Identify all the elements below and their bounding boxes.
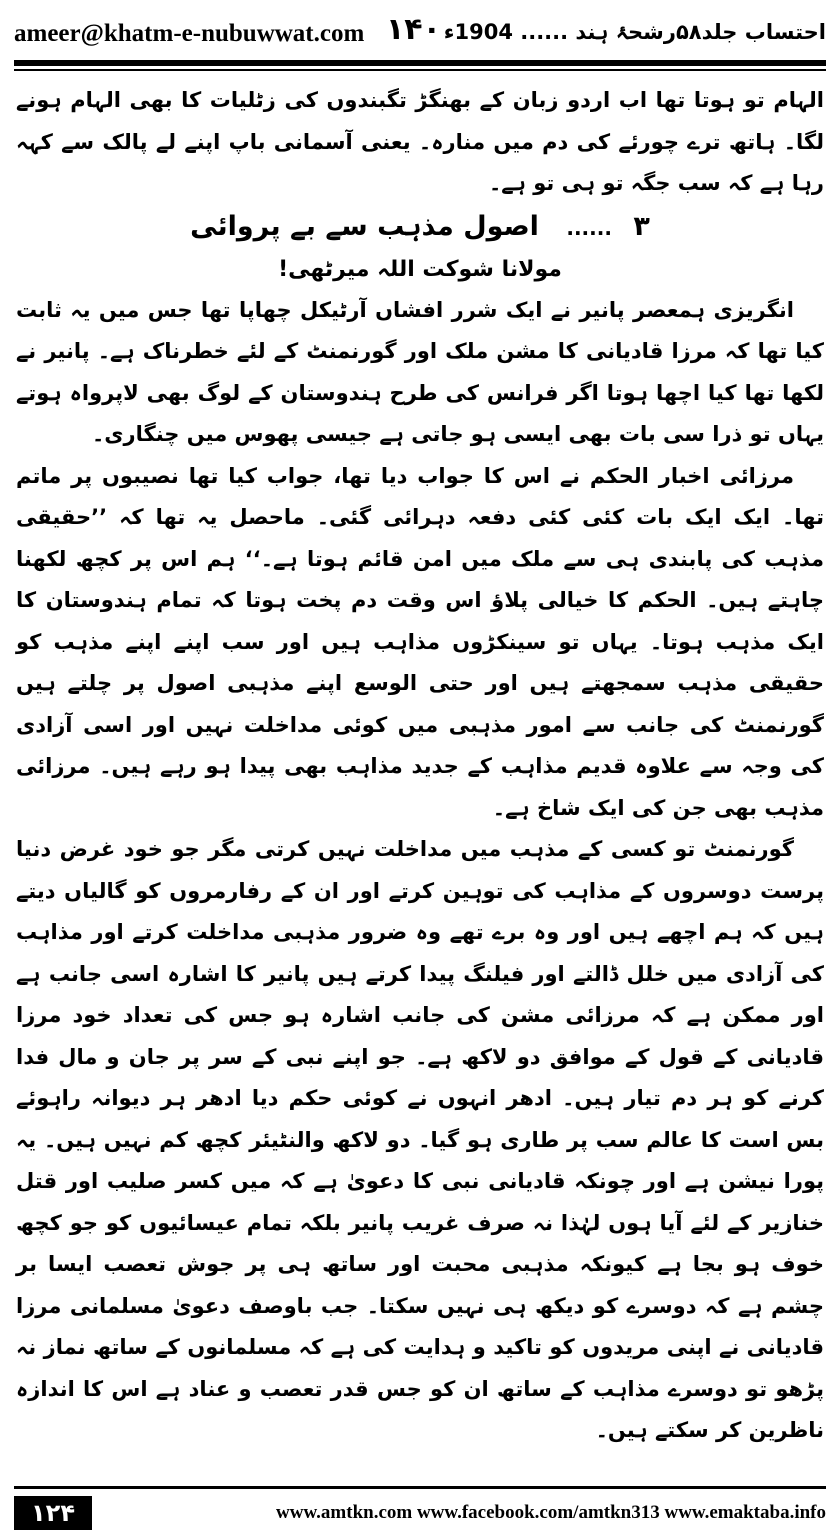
header-series-title: احتساب جلد۵۸رشحۂ ہند ...... 1904ء (443, 20, 826, 44)
paragraph-1: انگریزی ہمعصر پانیر نے ایک شرر افشاں آرٹیکل چھاپا تھا جس میں یہ ثابت کیا تھا کہ مرزا قادیانی کا مشن ملک اور گورنمنٹ کے لئے خطرناک ہے۔ پانیر نے لکھا تھا کیا اچھا ہوتا اگر فرانس کی طرح ہندوستان کے لوگ بھی لاپرواہ ہوتے یہاں تو ذرا سی بات بھی ایسی ہو جاتی ہے جیسی پھوس میں چنگاری۔ (16, 297, 824, 446)
section-number: ۳ (633, 210, 650, 242)
intro-paragraph (16, 80, 824, 205)
page-footer (14, 1492, 826, 1534)
page-body (16, 80, 824, 1452)
paragraph-3: گورنمنٹ تو کسی کے مذہب میں مداخلت نہیں کرتی مگر جو خود غرض دنیا پرست دوسروں کے مذاہب کی توہین کرتے اور ان کے رفارمروں کو گالیاں دیتے ہیں کہ ہم اچھے ہیں اور وہ برے تھے وہ ضرور مذہبی مداخلت کرتے اور مذاہب کی آزادی میں خلل ڈالتے اور فیلنگ پیدا کرتے ہیں پانیر کا اشارہ اسی جانب ہے اور ممکن ہے کہ مرزائی مشن کی جانب اشارہ ہو جس کی تعداد خود مرزا قادیانی کے قول کے موافق دو لاکھ ہے۔ جو اپنے نبی کے سر پر جان و مال فدا کرنے کو ہر دم تیار ہیں۔ ادھر انہوں نے کوئی حکم دیا ادھر ہر دیوانہ راہوئے بس است کا عالم سب پر طاری ہو گیا۔ دو لاکھ والنٹیئر کچھ کم نہیں ہیں۔ یہ پورا نیشن ہے اور چونکہ قادیانی نبی کا دعویٰ ہے کہ میں کسر صلیب اور قتل خنازیر کے لئے آیا ہوں لہٰذا نہ صرف غریب پانیر بلکہ تمام عیسائیوں کو جو کچھ خوف ہو بجا ہے کیونکہ مذہبی محبت اور ساتھ ہی پر جوش تعصب ایسا بر چشم ہے کہ دوسرے کو دیکھ ہی نہیں سکتا۔ جب باوصف دعویٰ مسلمانی مرزا قادیانی نے اپنی مریدوں کو تاکید و ہدایت کی ہے کہ مسلمانوں کے ساتھ نماز نہ پڑھو تو دوسرے مذاہب کے ساتھ ان کو جس قدر تعصب و عناد ہے اس کا اندازہ ناظرین کر سکتے ہیں۔ (16, 837, 824, 1442)
paragraph-2: مرزائی اخبار الحکم نے اس کا جواب دیا تھا، جواب کیا تھا نصیبوں پر ماتم تھا۔ ایک ایک بات کئی کئی دفعہ دہرائی گئی۔ ماحصل یہ تھا کہ ’’حقیقی مذہب کی پابندی ہی سے ملک میں امن قائم ہوتا ہے۔‘‘ ہم اس پر کچھ لکھنا چاہتے ہیں۔ الحکم کا خیالی پلاؤ اس وقت دم پخت ہوتا کہ تمام ہندوستان کا ایک مذہب ہوتا۔ یہاں تو سینکڑوں مذاہب ہیں اور سب اپنے اپنے مذہب کو حقیقی مذہب سمجھتے ہیں اور حتی الوسع اپنے مذہبی اصول پر چلتے ہیں گورنمنٹ کی جانب سے امور مذہبی میں کوئی مداخلت نہیں اور اسی آزادی کی وجہ سے علاوہ قدیم مذاہب کے جدید مذاہب بھی پیدا ہو رہے ہیں۔ مرزائی مذہب بھی جن کی ایک شاخ ہے۔ (16, 463, 824, 820)
section-title: اصول مذہب سے بے پروائی (190, 210, 539, 242)
header-page-number: ۱۴۰ (386, 12, 441, 47)
header-email: ameer@khatm-e-nubuwwat.com (14, 20, 365, 47)
section-dots: ...... (566, 215, 612, 240)
footer-page-number: ۱۲۴ (14, 1496, 92, 1530)
intro-line-2: چورئے کی دم میں منارہ۔ یعنی آسمانی باپ اپنے لے پالک سے کہہ رہا ہے کہ سب جگہ تو ہی تو ہے۔ (16, 129, 824, 195)
page-header (14, 10, 826, 56)
intro-line-1: الہام تو ہوتا تھا اب اردو زبان کے بھنگڑ تگبندوں کی زٹلیات کا بھی الہام ہونے لگا۔ ہاتھ ترے (16, 88, 825, 154)
author-name: مولانا شوکت اللہ میرٹھی! (278, 256, 562, 282)
footer-links: www.amtkn.com www.facebook.com/amtkn313 www.emaktaba.info (276, 1502, 826, 1523)
section-heading (16, 205, 824, 250)
header-rule-thin (14, 69, 826, 71)
footer-rule (14, 1486, 826, 1489)
header-rule-thick (14, 60, 826, 66)
